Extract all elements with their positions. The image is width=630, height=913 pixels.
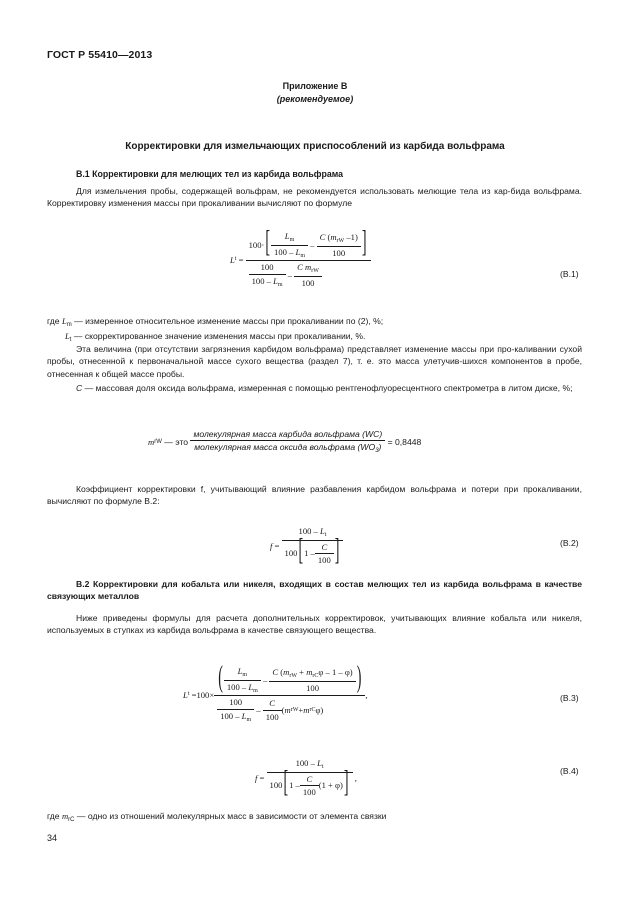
where-c: C — массовая доля оксида вольфрама, измеренная с помощью рентгенофлуоресцентного спектрометра в литом диске, %; [76,383,573,393]
equation-number-b4: (В.4) [560,766,579,776]
section-b1-intro: Для измельчения пробы, содержащей вольфрам, не рекомендуется использовать мелющие тела из кар-бида вольфрама. Корректировку изменения массы при прокаливании вычисляют по формуле [47,186,582,209]
formula-b2: f = $100 - L_t$ 100 [ 1 – $\frac{C}{100}$ ] [270,525,343,567]
page-number: 34 [47,833,58,843]
formula-b1: L t = 100· [ $\frac{L_m}{100 - L_m}$ – $\frac{C (m_{rW} -1)}{100}$ ] $\frac{100}{100 - L_m}$ – $\frac{C m_{rW}}{100}$ [230,230,371,290]
formula-b3: L t =100× ( $\frac{L_m}{100 - L_m}$ – $\frac{C (m_{rW} + m_{rC}\varphi - 1 - \varphi)}{100}$ ) $\frac{100}{100 - L_m}$ – $\frac{C}{100}$ ( m rW + m rC φ) , [183,662,368,723]
equation-number-b1: (В.1) [560,269,579,279]
where-lt: $L_t$ — скорректированное значение изменения массы при прокаливании, %. [65,331,366,343]
mrw-definition: m rW — это $\frac{\text{молекулярная масса карбида вольфрама (WC)}}{молекулярная масса оксида вольфрама (WO_3)}$ = 0,8448 [148,429,422,455]
equation-number-b3: (В.3) [560,693,579,703]
coef-text: Коэффициент корректировки f, учитывающий влияние разбавления карбидом вольфрама и потери при прокаливании, вычисляют по формуле В.2: [47,484,582,507]
section-b2-intro: Ниже приведены формулы для расчета дополнительных корректировок, учитывающих влияние кобальта или никеля, используемых в ступках из карбида вольфрама в качестве связующего вещества. [47,613,582,636]
where-lm: где $L_m$ — измеренное относительное изменение массы при прокаливании по (2), %; [47,316,384,328]
section-b2-heading: В.2 Корректировки для кобальта или никеля, входящих в состав мелющих тел из карбида вольфрама в качестве связующих металлов [47,579,582,602]
formula-b4: f = $100 - L_t$ 100 [ 1 – $\frac{C}{100}$ (1 + φ) ] , [255,758,357,801]
appendix-title: Корректировки для измельчающих приспособлений из карбида вольфрама [125,141,505,152]
where-note: Эта величина (при отсутствии загрязнения карбидом вольфрама) представляет изменение массы при про-каливании сухой пробы, отнесенной к первоначальной массе сухого вещества (раздел 7), т. е. это масса улетучив-шихся компонентов в пробе, отнесенная к общей массе пробы. [47,344,582,379]
section-b1-heading: В.1 Корректировки для мелющих тел из карбида вольфрама [76,169,344,179]
where-mrc: где $m_{rC}$ — одно из отношений молекулярных масс в зависимости от элемента связки [47,811,387,823]
appendix-status: (рекомендуемое) [276,94,354,104]
document-code: ГОСТ Р 55410—2013 [47,49,153,61]
equation-number-b2: (В.2) [560,538,579,548]
appendix-label: Приложение В [282,81,348,91]
